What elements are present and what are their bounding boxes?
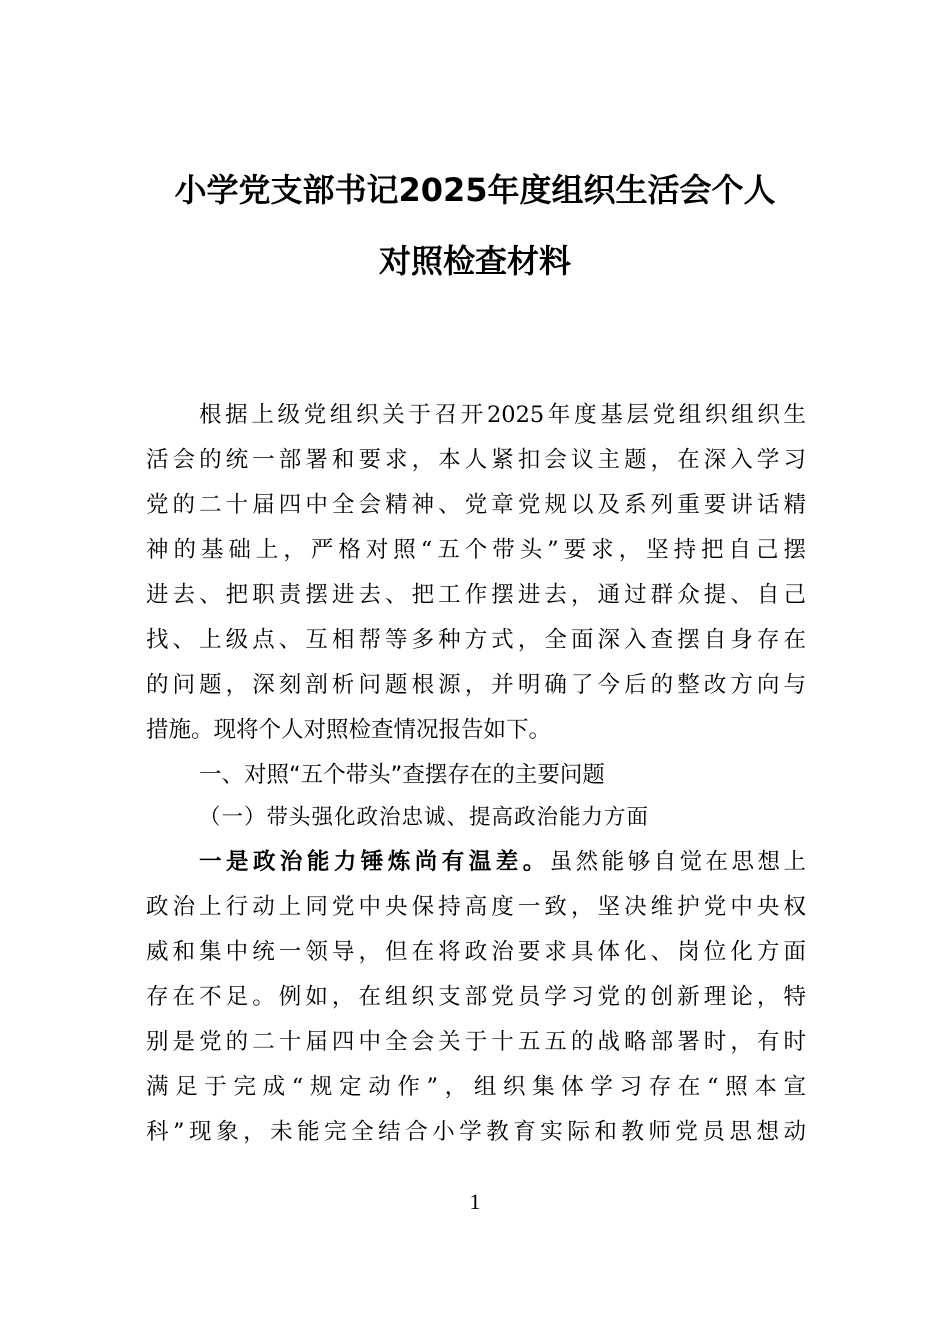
intro-paragraph-line: 的问题，深刻剖析问题根源，并明确了今后的整改方向与 <box>146 672 806 698</box>
point-one-line: 政治上行动上同党中央保持高度一致，坚决维护党中央权 <box>146 894 806 920</box>
intro-paragraph-line: 根据上级党组织关于召开2025年度基层党组织组织生 <box>199 402 806 428</box>
point-one-first-line-rest: 虽然能够自觉在思想上 <box>549 849 806 875</box>
point-one-lead: 一是政治能力锤炼尚有温差。 <box>199 849 550 875</box>
intro-paragraph-line: 活会的统一部署和要求，本人紧扣会议主题，在深入学习 <box>146 447 806 473</box>
point-one-first-line <box>199 842 806 882</box>
intro-paragraph-line: 进去、把职责摆进去、把工作摆进去，通过群众提、自己 <box>146 582 806 608</box>
intro-paragraph-line: 党的二十届四中全会精神、党章党规以及系列重要讲话精 <box>146 492 806 518</box>
point-one-line: 存在不足。例如，在组织支部党员学习党的创新理论，特 <box>146 984 806 1010</box>
section-heading-1: 一、对照“五个带头”查摆存在的主要问题 <box>199 762 605 788</box>
point-one-line: 别是党的二十届四中全会关于十五五的战略部署时，有时 <box>146 1029 806 1055</box>
document-title-line-1: 小学党支部书记2025年度组织生活会个人 <box>174 171 776 209</box>
intro-paragraph-line: 找、上级点、互相帮等多种方式，全面深入查摆自身存在 <box>146 627 806 653</box>
point-one-line: 满足于完成“规定动作”，组织集体学习存在“照本宣 <box>146 1074 806 1100</box>
intro-paragraph-line: 神的基础上，严格对照“五个带头”要求，坚持把自己摆 <box>146 537 806 563</box>
page-number: 1 <box>469 1189 481 1214</box>
point-one-line: 威和集中统一领导，但在将政治要求具体化、岗位化方面 <box>146 939 806 965</box>
intro-paragraph-line: 措施。现将个人对照检查情况报告如下。 <box>146 717 552 743</box>
point-one-line: 科”现象，未能完全结合小学教育实际和教师党员思想动 <box>146 1119 806 1145</box>
document-title-line-2: 对照检查材料 <box>378 242 571 280</box>
section-heading-2: （一）带头强化政治忠诚、提高政治能力方面 <box>199 805 650 830</box>
